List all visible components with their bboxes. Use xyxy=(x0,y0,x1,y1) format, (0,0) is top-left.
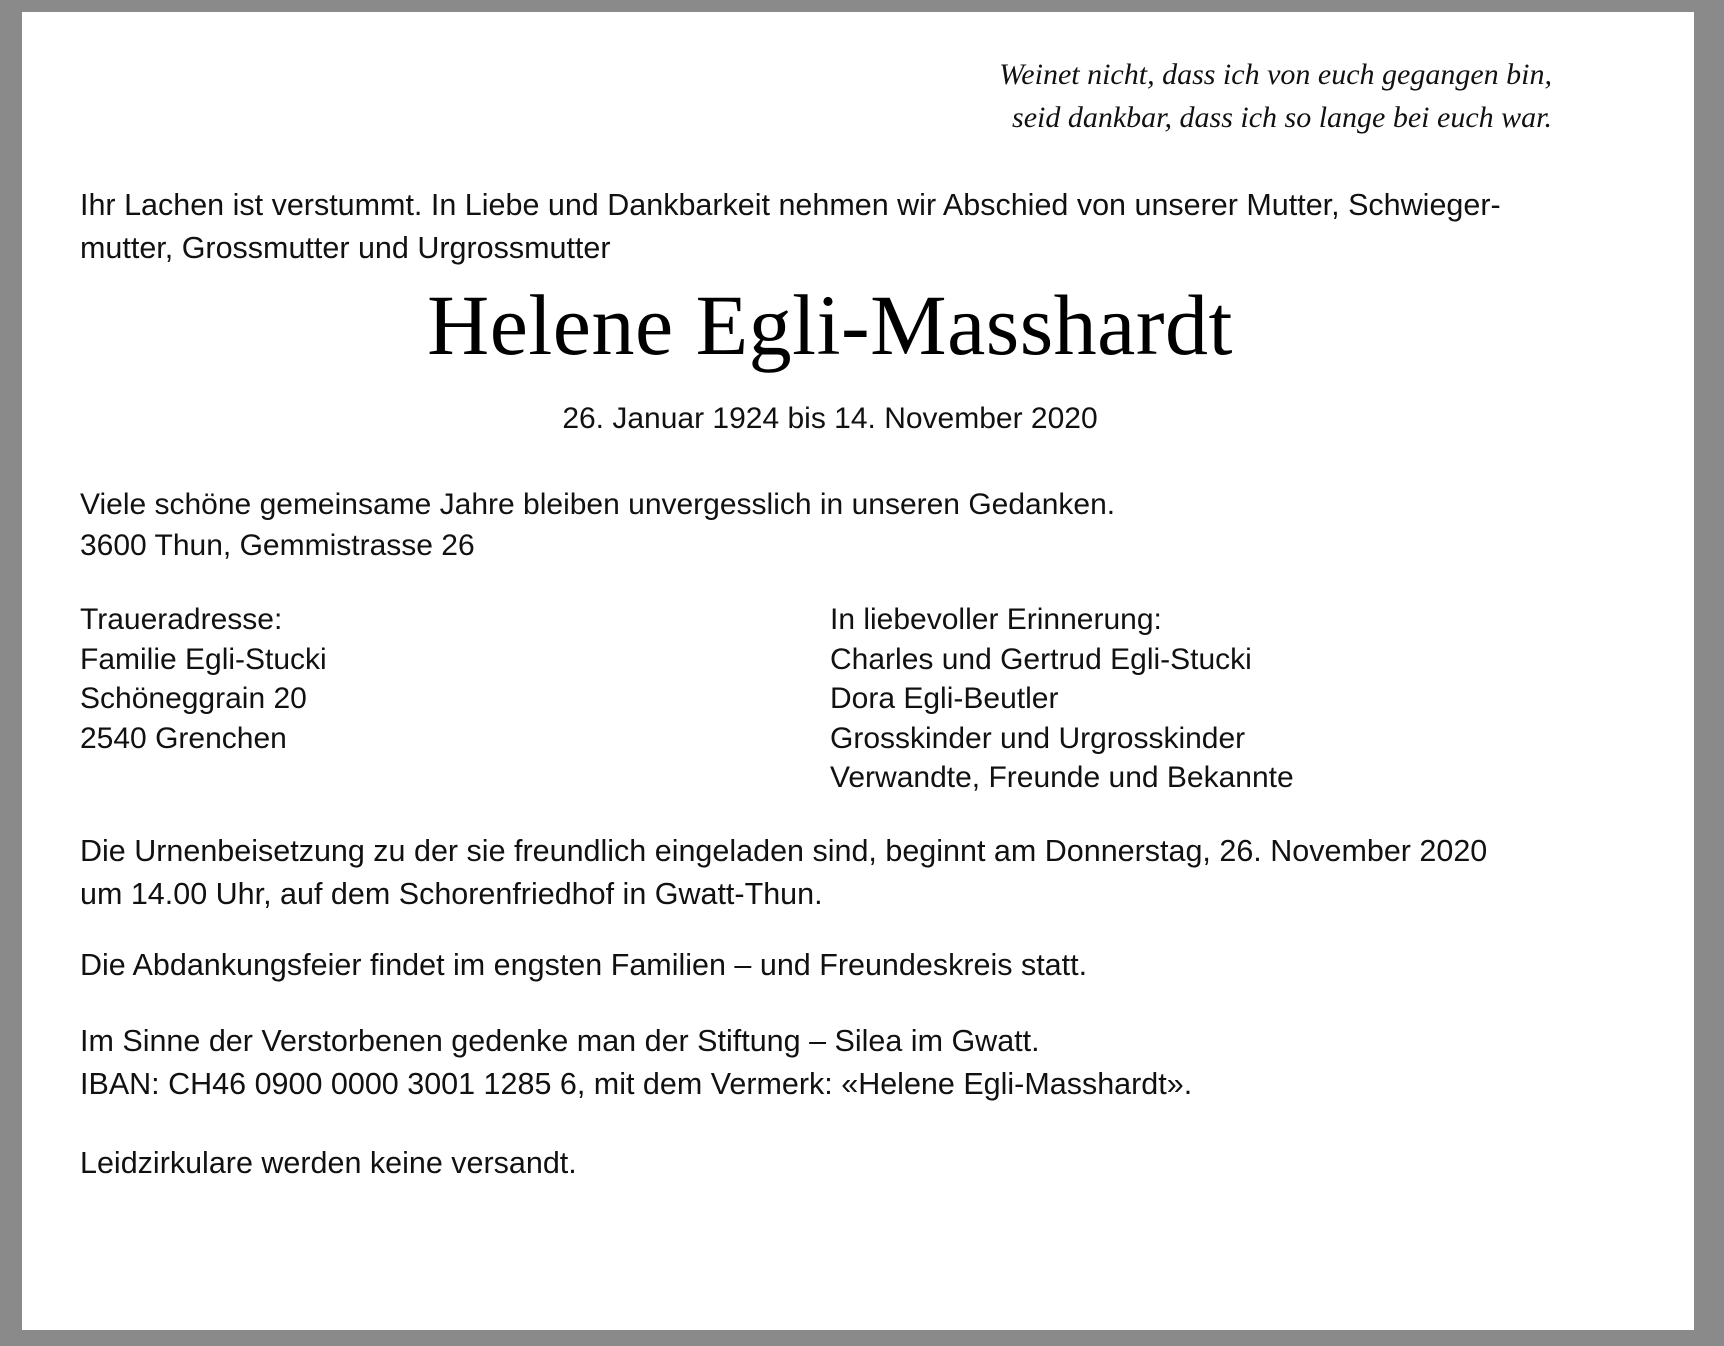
survivors-line-4: Verwandte, Freunde und Bekannte xyxy=(830,761,1294,795)
survivors-line-1: Charles und Gertrud Egli-Stucki xyxy=(830,642,1252,676)
burial-line-2: um 14.00 Uhr, auf dem Schorenfriedhof in Gwatt-Thun. xyxy=(80,876,823,911)
epigraph xyxy=(999,54,1552,139)
mourning-address-line-2: Schöneggrain 20 xyxy=(80,682,307,716)
intro-paragraph xyxy=(80,184,1580,271)
service-paragraph xyxy=(80,944,1580,987)
epigraph-line-2: seid dankbar, dass ich so lange bei euch war. xyxy=(1012,100,1552,134)
mourning-address-line-1: Familie Egli-Stucki xyxy=(80,642,327,676)
deceased-name: Helene Egli-Masshardt xyxy=(427,277,1233,373)
obituary-card xyxy=(22,12,1694,1330)
epigraph-line-1: Weinet nicht, dass ich von euch gegangen bin, xyxy=(999,58,1552,91)
survivors-line-2: Dora Egli-Beutler xyxy=(830,682,1059,716)
intro-line-1: Ihr Lachen ist verstummt. In Liebe und Dankbarkeit nehmen wir Abschied von unserer Mutter, Schwieger- xyxy=(80,188,1501,222)
survivors-heading: In liebevoller Erinnerung: xyxy=(830,603,1162,636)
service-line-1: Die Abdankungsfeier findet im engsten Familien – und Freundeskreis statt. xyxy=(80,948,1088,982)
survivors-block xyxy=(830,600,1570,798)
donation-paragraph xyxy=(80,1020,1580,1105)
donation-line-1: Im Sinne der Verstorbenen gedenke man der Stiftung – Silea im Gwatt. xyxy=(80,1024,1040,1058)
memory-line-2: 3600 Thun, Gemmistrasse 26 xyxy=(80,529,475,563)
obituary-content xyxy=(80,12,1640,1330)
burial-paragraph xyxy=(80,830,1580,915)
survivors-line-3: Grosskinder und Urgrosskinder xyxy=(830,721,1246,755)
memory-line-1: Viele schöne gemeinsame Jahre bleiben unvergesslich in unseren Gedanken. xyxy=(80,488,1116,521)
donation-line-2: IBAN: CH46 0900 0000 3001 1285 6, mit dem Vermerk: «Helene Egli-Masshardt». xyxy=(80,1066,1193,1101)
burial-line-1: Die Urnenbeisetzung zu der sie freundlich eingeladen sind, beginnt am Donnerstag, 26. November 2020 xyxy=(80,834,1488,868)
intro-line-2: mutter, Grossmutter und Urgrossmutter xyxy=(80,231,611,266)
deceased-dates: 26. Januar 1924 bis 14. November 2020 xyxy=(562,402,1098,435)
closing-line-1: Leidzirkulare werden keine versandt. xyxy=(80,1146,577,1180)
memory-paragraph xyxy=(80,484,1580,567)
mourning-address-heading: Traueradresse: xyxy=(80,603,283,636)
closing-paragraph xyxy=(80,1142,1580,1185)
mourning-address-line-3: 2540 Grenchen xyxy=(80,721,287,755)
mourning-address-block xyxy=(80,600,780,758)
